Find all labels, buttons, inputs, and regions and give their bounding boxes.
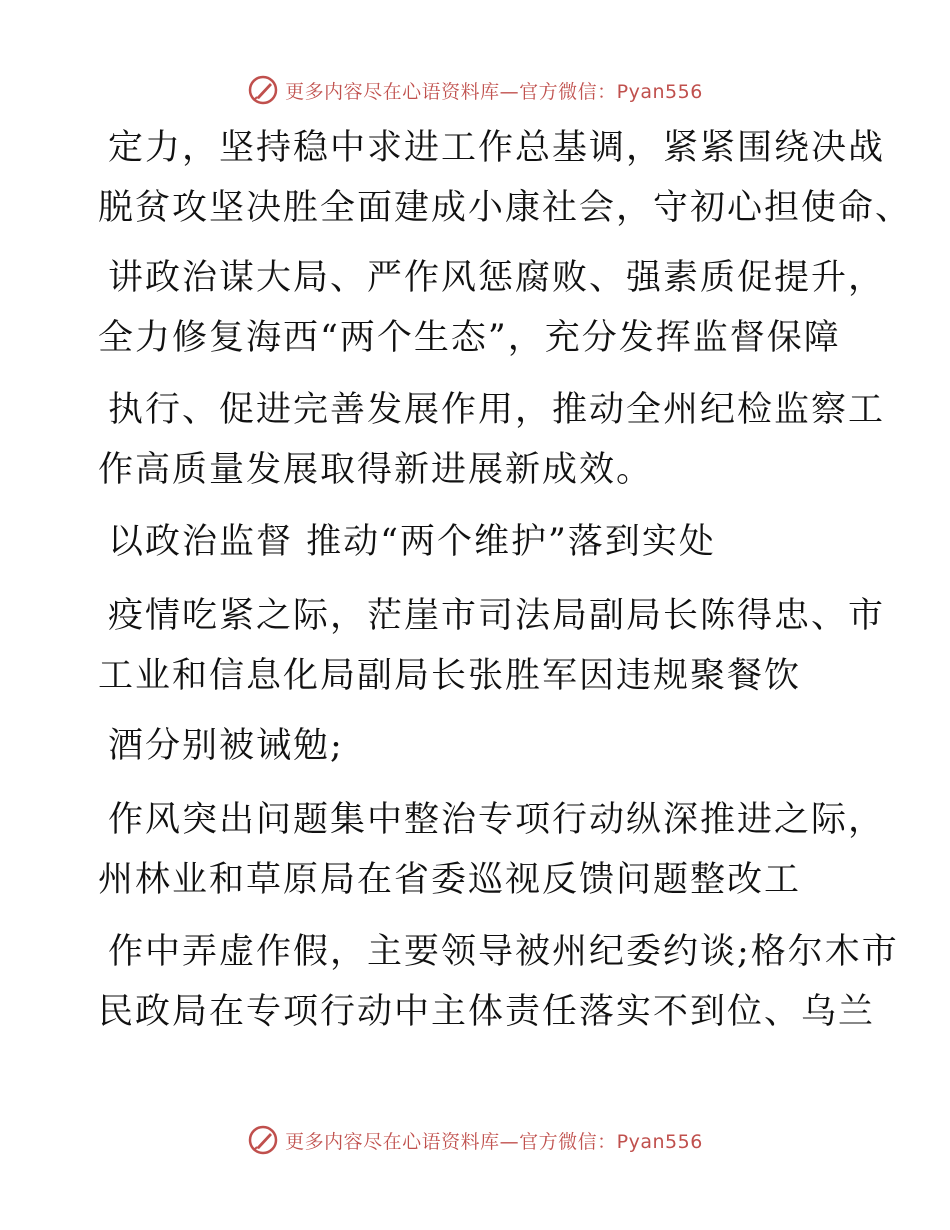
footer-banner-text (285, 1127, 703, 1154)
paragraph-line: 作中弄虚作假，主要领导被州纪委约谈;格尔木市 (108, 932, 899, 972)
paragraph-line: 州林业和草原局在省委巡视反馈问题整改工 (98, 860, 802, 900)
header-banner-main: 更多内容尽在心语资料库 (285, 80, 500, 103)
header-banner (0, 70, 950, 110)
footer-banner (0, 1120, 950, 1160)
feather-pen-logo-icon (247, 1124, 279, 1156)
paragraph-line: 全力修复海西“两个生态”，充分发挥监督保障 (98, 318, 841, 358)
paragraph-line: 定力，坚持稳中求进工作总基调，紧紧围绕决战 (108, 128, 886, 168)
paragraph-line: 讲政治谋大局、严作风惩腐败、强素质促提升， (108, 258, 886, 298)
paragraph-line: 执行、促进完善发展作用，推动全州纪检监察工 (108, 390, 886, 430)
paragraph-line: 作高质量发展取得新进展新成效。 (98, 450, 654, 490)
paragraph-line: 作风突出问题集中整治专项行动纵深推进之际， (108, 800, 886, 840)
header-banner-wechat: 官方微信：Pyan556 (519, 80, 703, 103)
footer-banner-wechat: 官方微信：Pyan556 (519, 1130, 703, 1153)
section-heading: 以政治监督 推动“两个维护”落到实处 (108, 522, 716, 562)
paragraph-line: 脱贫攻坚决胜全面建成小康社会，守初心担使命、 (98, 188, 913, 228)
paragraph-line: 酒分别被诫勉; (108, 726, 344, 766)
feather-pen-logo-icon (247, 74, 279, 106)
footer-banner-dash: — (499, 1130, 520, 1153)
paragraph-line: 民政局在专项行动中主体责任落实不到位、乌兰 (98, 992, 876, 1032)
header-banner-dash: — (499, 80, 520, 103)
paragraph-line: 疫情吃紧之际，茫崖市司法局副局长陈得忠、市 (108, 596, 886, 636)
footer-banner-main: 更多内容尽在心语资料库 (285, 1130, 500, 1153)
paragraph-line: 工业和信息化局副局长张胜军因违规聚餐饮 (98, 656, 802, 696)
header-banner-text (285, 77, 703, 104)
